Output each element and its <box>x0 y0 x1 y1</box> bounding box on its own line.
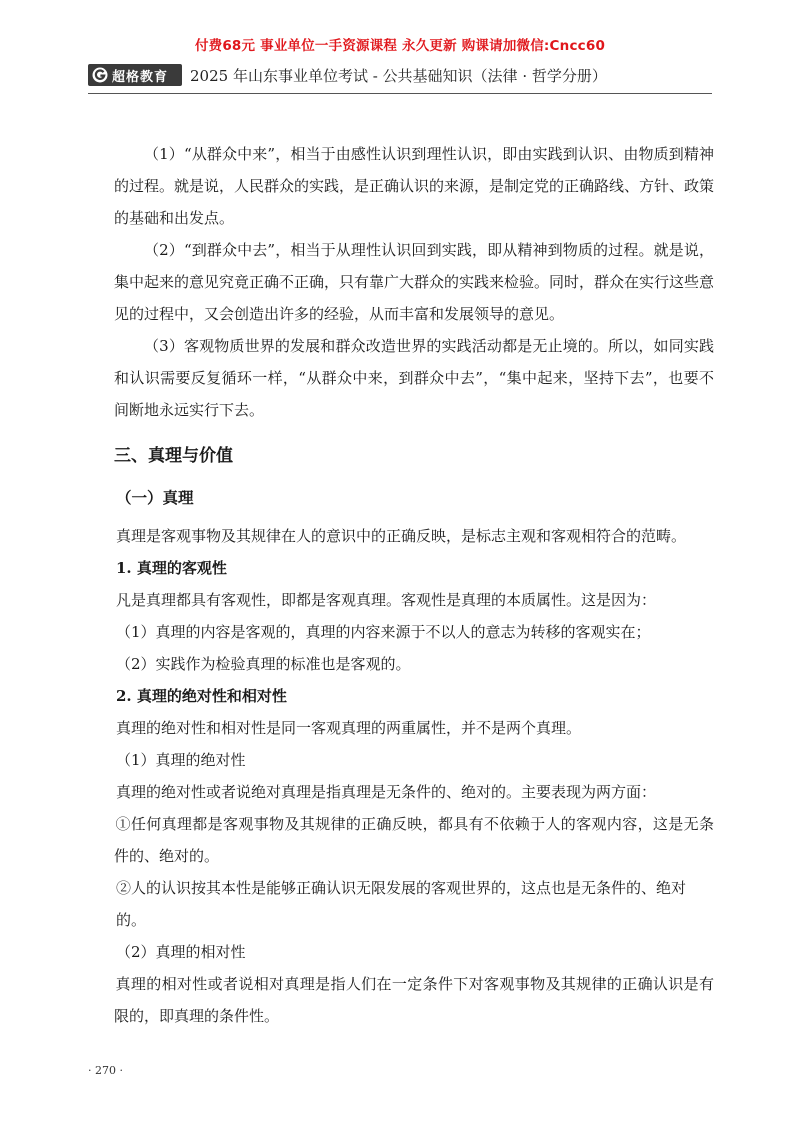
objectivity-intro: 凡是真理都具有客观性，即都是客观真理。客观性是真理的本质属性。这是因为： <box>116 591 657 609</box>
subsection-heading: （一）真理 <box>116 488 194 507</box>
relative-subheading: （2）真理的相对性 <box>116 943 246 961</box>
paragraph-endless-practice: （3）客观物质世界的发展和群众改造世界的实践活动都是无止境的。所以，如同实践和认识需要反复循环一样，“从群众中来，到群众中去”，“集中起来，坚持下去”，也要不间断地永远实行下去。 <box>114 337 714 419</box>
promo-banner: 付费68元 事业单位一手资源课程 永久更新 购课请加微信:Cncc60 <box>194 38 606 54</box>
section-heading: 三、真理与价值 <box>114 446 233 466</box>
paragraph-to-masses: （2）“到群众中去”，相当于从理性认识回到实践，即从精神到物质的过程。就是说，集中起来的意见究竟正确不正确，只有靠广大群众的实践来检验。同时，群众在实行这些意见的过程中，又会创造出许多的经验，从而丰富和发展领导的意见。 <box>114 241 715 323</box>
header-divider <box>88 93 712 94</box>
item-heading-absolute-relative: 2. 真理的绝对性和相对性 <box>116 687 287 705</box>
absolute-relative-intro: 真理的绝对性和相对性是同一客观真理的两重属性，并不是两个真理。 <box>116 719 582 737</box>
item-heading-objectivity: 1. 真理的客观性 <box>116 559 227 577</box>
paragraph-from-masses: （1）“从群众中来”，相当于由感性认识到理性认识，即由实践到认识、由物质到精神的过程。就是说，人民群众的实践，是正确认识的来源，是制定党的正确路线、方针、政策的基础和出发点。 <box>114 145 715 227</box>
absolute-point-1: ①任何真理都是客观事物及其规律的正确反映，都具有不依赖于人的客观内容，这是无条件的、绝对的。 <box>114 815 714 865</box>
g-circle-icon <box>92 67 108 83</box>
objectivity-point-1: （1）真理的内容是客观的，真理的内容来源于不以人的意志为转移的客观实在； <box>116 623 651 641</box>
document-title: 2025 年山东事业单位考试 - 公共基础知识（法律 · 哲学分册） <box>190 67 607 85</box>
objectivity-point-2: （2）实践作为检验真理的标准也是客观的。 <box>116 655 411 673</box>
logo-text: 超格教育 <box>112 69 169 85</box>
page-content <box>114 138 714 1032</box>
page-header <box>88 64 712 88</box>
relative-text: 真理的相对性或者说相对真理是指人们在一定条件下对客观事物及其规律的正确认识是有限的，即真理的条件性。 <box>114 975 714 1025</box>
absolute-intro: 真理的绝对性或者说绝对真理是指真理是无条件的、绝对的。主要表现为两方面： <box>116 783 657 801</box>
page-number: · 270 · <box>88 1064 123 1077</box>
absolute-point-2: ②人的认识按其本性是能够正确认识无限发展的客观世界的，这点也是无条件的、绝对的。 <box>116 879 687 929</box>
truth-definition: 真理是客观事物及其规律在人的意识中的正确反映，是标志主观和客观相符合的范畴。 <box>116 527 687 545</box>
publisher-logo <box>88 64 182 86</box>
absolute-subheading: （1）真理的绝对性 <box>116 751 246 769</box>
